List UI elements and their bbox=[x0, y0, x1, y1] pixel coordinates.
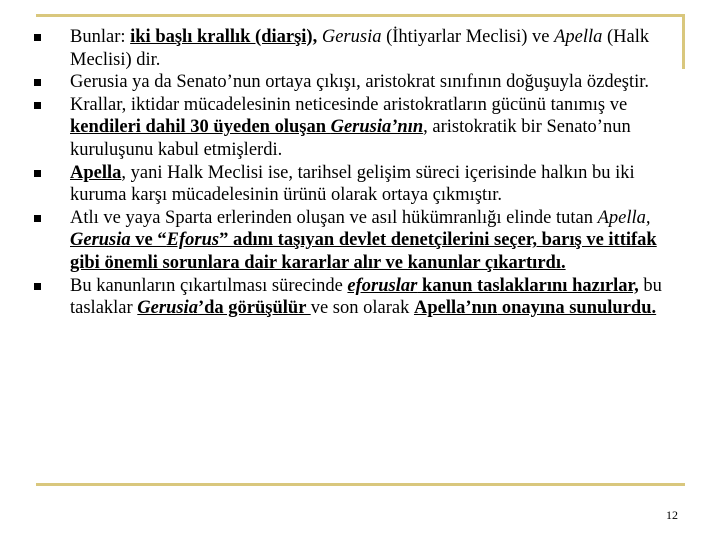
text-segment: ” adını taşıyan devlet denetçilerini seçer, barış ve ittifak gibi önemli sorunlara dair kararlar alır ve kanunlar çıkartırdı. bbox=[70, 230, 657, 273]
text-segment: , yani Halk Meclisi ise, tarihsel gelişim süreci içerisinde halkın bu iki kuruma karşı mücadelesinin ürünü olarak ortaya çıkmıştır. bbox=[70, 162, 635, 206]
text-segment: Apella, bbox=[597, 207, 651, 228]
text-segment: ’da görüşülür bbox=[197, 298, 311, 319]
text-segment: eforuslar bbox=[347, 275, 418, 296]
square-bullet-icon bbox=[34, 102, 41, 109]
bullet-item bbox=[30, 207, 680, 275]
text-segment: Apella bbox=[554, 27, 603, 47]
text-segment: (İhtiyarlar Meclisi) ve bbox=[381, 27, 555, 47]
square-bullet-icon bbox=[34, 79, 41, 86]
text-segment: Apella’nın bbox=[413, 298, 498, 319]
bullet-list bbox=[30, 26, 680, 320]
text-segment: Gerusia’nın bbox=[330, 117, 424, 138]
text-segment: kendileri dahil 30 üyeden oluşan bbox=[70, 117, 331, 138]
text-segment: Gerusia bbox=[70, 230, 131, 251]
text-segment: Gerusia bbox=[137, 298, 198, 319]
bullet-item bbox=[30, 26, 680, 71]
bullet-item bbox=[30, 94, 680, 162]
text-segment: Gerusia bbox=[321, 27, 382, 47]
page-number: 12 bbox=[666, 508, 678, 522]
text-segment: Atlı ve yaya Sparta erlerinden oluşan ve asıl hükümranlığı elinde tutan bbox=[70, 207, 598, 228]
text-segment: (Halk Meclisi) dir. bbox=[70, 27, 650, 70]
text-segment: ve son olarak bbox=[310, 298, 414, 319]
bullet-item bbox=[30, 162, 680, 207]
square-bullet-icon bbox=[34, 283, 41, 290]
text-segment: Apella bbox=[70, 162, 122, 183]
text-segment: bu taslaklar bbox=[70, 275, 662, 319]
text-segment: Krallar, iktidar mücadelesinin neticesinde aristokratların gücünü tanımış ve bbox=[70, 94, 628, 115]
text-segment: , aristokratik bir Senato’nun kuruluşunu kabul etmişlerdi. bbox=[70, 117, 631, 160]
square-bullet-icon bbox=[34, 34, 41, 41]
text-segment: onayına sunulurdu. bbox=[497, 298, 657, 319]
bullet-item bbox=[30, 71, 680, 94]
top-border-line bbox=[36, 14, 685, 17]
square-bullet-icon bbox=[34, 215, 41, 222]
text-segment: kanun taslaklarını hazırlar, bbox=[417, 275, 639, 296]
text-segment: Bunlar: bbox=[70, 27, 131, 47]
square-bullet-icon bbox=[34, 170, 41, 177]
text-segment: Eforus bbox=[166, 230, 220, 251]
text-segment: Bu kanunların çıkartılması sürecinde bbox=[70, 275, 348, 296]
bottom-border-line bbox=[36, 483, 685, 486]
right-border-line bbox=[682, 14, 685, 69]
text-segment: Gerusia ya da Senato’nun ortaya çıkışı, aristokrat sınıfının doğuşuyla özdeştir. bbox=[70, 72, 650, 93]
text-segment: ve “ bbox=[130, 230, 167, 251]
bullet-item bbox=[30, 275, 680, 320]
text-segment: iki başlı krallık (diarşi), bbox=[130, 27, 318, 47]
